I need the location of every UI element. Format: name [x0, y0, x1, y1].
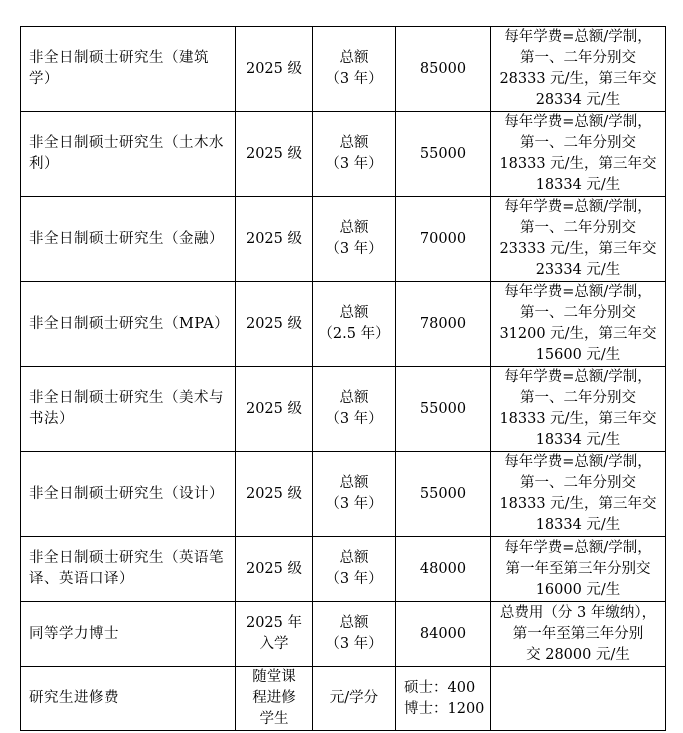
term-cell: 总额 （3 年） [313, 452, 396, 537]
grade-cell: 随堂课 程进修 学生 [236, 667, 313, 731]
program-name: 非全日制硕士研究生（土木水利） [21, 112, 236, 197]
grade-cell: 2025 年 入学 [236, 602, 313, 667]
fee-note-cell: 总费用（分 3 年缴纳）， 第一年至第三年分别 交 28000 元/生 [491, 602, 666, 667]
amount-cell: 70000 [396, 197, 491, 282]
program-name: 非全日制硕士研究生（建筑学） [21, 27, 236, 112]
fee-note-cell: 每年学费=总额/学制， 第一、二年分别交 18333 元/生，第三年交 18334 元/生 [491, 367, 666, 452]
amount-cell: 78000 [396, 282, 491, 367]
table-row [21, 537, 666, 602]
program-name: 非全日制硕士研究生（设计） [21, 452, 236, 537]
program-name: 同等学力博士 [21, 602, 236, 667]
grade-cell: 2025 级 [236, 537, 313, 602]
fee-note-cell: 每年学费=总额/学制， 第一年至第三年分别交 16000 元/生 [491, 537, 666, 602]
program-name: 非全日制硕士研究生（金融） [21, 197, 236, 282]
table-row [21, 452, 666, 537]
table-row [21, 667, 666, 731]
grade-cell: 2025 级 [236, 112, 313, 197]
program-name: 研究生进修费 [21, 667, 236, 731]
amount-cell: 55000 [396, 112, 491, 197]
term-cell: 总额 （3 年） [313, 602, 396, 667]
fee-note-cell: 每年学费=总额/学制， 第一、二年分别交 23333 元/生，第三年交 23334 元/生 [491, 197, 666, 282]
table-row [21, 197, 666, 282]
term-cell: 总额 （3 年） [313, 197, 396, 282]
amount-cell: 55000 [396, 367, 491, 452]
grade-cell: 2025 级 [236, 367, 313, 452]
grade-cell: 2025 级 [236, 452, 313, 537]
program-name: 非全日制硕士研究生（英语笔译、英语口译） [21, 537, 236, 602]
fee-note-cell: 每年学费=总额/学制， 第一、二年分别交 18333 元/生，第三年交 18334 元/生 [491, 112, 666, 197]
table-row [21, 367, 666, 452]
amount-cell: 48000 [396, 537, 491, 602]
grade-cell: 2025 级 [236, 282, 313, 367]
table-row [21, 112, 666, 197]
amount-cell: 85000 [396, 27, 491, 112]
program-name: 非全日制硕士研究生（MPA） [21, 282, 236, 367]
term-cell: 总额 （3 年） [313, 27, 396, 112]
fee-note-cell: 每年学费=总额/学制， 第一、二年分别交 31200 元/生，第三年交 15600 元/生 [491, 282, 666, 367]
table-row [21, 602, 666, 667]
fee-table [20, 26, 666, 731]
fee-note-cell: 每年学费=总额/学制， 第一、二年分别交 18333 元/生，第三年交 18334 元/生 [491, 452, 666, 537]
term-cell: 总额 （2.5 年） [313, 282, 396, 367]
grade-cell: 2025 级 [236, 197, 313, 282]
term-cell: 总额 （3 年） [313, 112, 396, 197]
term-cell: 总额 （3 年） [313, 537, 396, 602]
amount-cell: 55000 [396, 452, 491, 537]
grade-cell: 2025 级 [236, 27, 313, 112]
table-row [21, 27, 666, 112]
amount-cell: 硕士：400 博士：1200 [396, 667, 491, 731]
fee-note-cell: 每年学费=总额/学制， 第一、二年分别交 28333 元/生，第三年交 28334 元/生 [491, 27, 666, 112]
table-row [21, 282, 666, 367]
amount-cell: 84000 [396, 602, 491, 667]
term-cell: 元/学分 [313, 667, 396, 731]
fee-note-cell [491, 667, 666, 731]
program-name: 非全日制硕士研究生（美术与书法） [21, 367, 236, 452]
term-cell: 总额 （3 年） [313, 367, 396, 452]
